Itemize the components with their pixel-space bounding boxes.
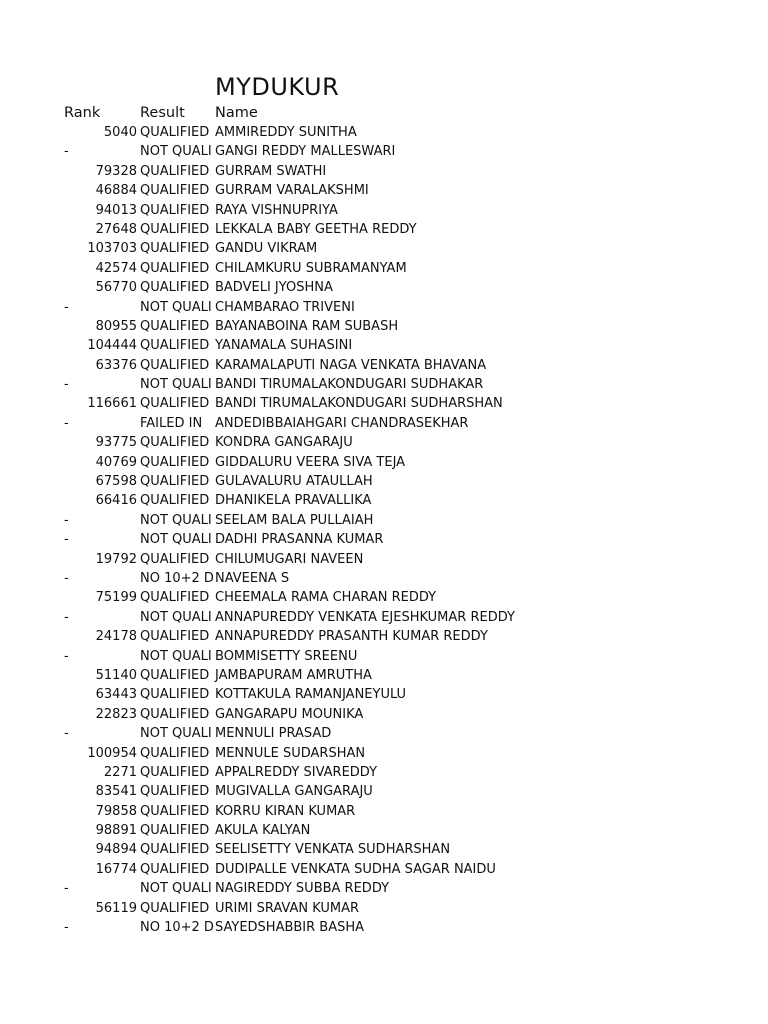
table-row [0,317,768,336]
name-cell: ANNAPUREDDY VENKATA EJESHKUMAR REDDY [215,609,515,625]
table-row [0,763,768,782]
table-row [0,918,768,937]
rank-cell: 83541 [95,784,137,800]
table-row [0,840,768,859]
rank-cell: 94013 [95,202,137,218]
rank-cell: 19792 [95,551,137,567]
result-cell: QUALIFIED [140,221,210,237]
result-cell: QUALIFIED [140,803,210,819]
name-cell: BOMMISETTY SREENU [215,648,358,664]
result-cell: FAILED IN [140,415,203,431]
rank-cell: - [64,377,69,393]
rank-cell: 2271 [103,764,137,780]
rank-cell: 27648 [95,221,137,237]
table-row [0,860,768,879]
result-cell: QUALIFIED [140,745,210,761]
name-cell: KORRU KIRAN KUMAR [215,803,356,819]
table-row [0,162,768,181]
table-row [0,375,768,394]
rank-cell: 22823 [95,706,137,722]
name-cell: SEELAM BALA PULLAIAH [215,512,374,528]
name-cell: NAGIREDDY SUBBA REDDY [215,881,390,897]
result-cell: QUALIFIED [140,706,210,722]
table-row [0,453,768,472]
result-cell: NO 10+2 D [140,920,214,936]
table-row [0,394,768,413]
table-row [0,414,768,433]
name-cell: AMMIREDDY SUNITHA [215,125,357,140]
name-cell: BANDI TIRUMALAKONDUGARI SUDHARSHAN [215,396,503,412]
table-row [0,433,768,452]
table-row [0,298,768,317]
table-row [0,705,768,724]
result-cell: QUALIFIED [140,163,210,179]
name-cell: GANDU VIKRAM [215,241,318,257]
name-cell: GURRAM VARALAKSHMI [215,183,369,199]
result-cell: QUALIFIED [140,241,210,257]
rank-column-header: Rank [64,105,101,121]
result-cell: NOT QUALI [140,512,212,528]
table-row [0,899,768,918]
result-cell: QUALIFIED [140,900,210,916]
rank-cell: 79858 [95,803,137,819]
result-cell: NOT QUALI [140,881,212,897]
name-cell: SAYEDSHABBIR BASHA [215,920,365,936]
name-cell: KOTTAKULA RAMANJANEYULU [215,687,407,703]
rank-cell: - [64,609,69,625]
name-cell: BANDI TIRUMALAKONDUGARI SUDHAKAR [215,377,484,393]
table-row [0,647,768,666]
rank-cell: 79328 [95,163,137,179]
result-cell: QUALIFIED [140,551,210,567]
result-cell: NOT QUALI [140,299,212,315]
result-cell: QUALIFIED [140,338,210,354]
sheet-title: MYDUKUR [215,73,340,101]
table-row [0,511,768,530]
name-cell: BADVELI JYOSHNA [215,280,333,296]
table-row [0,550,768,569]
rank-cell: 75199 [95,590,137,606]
name-column-header: Name [215,105,258,121]
result-cell: NOT QUALI [140,648,212,664]
table-row [0,278,768,297]
result-cell: QUALIFIED [140,667,210,683]
name-cell: GULAVALURU ATAULLAH [215,474,373,490]
column-header-row [0,103,768,123]
table-row [0,220,768,239]
result-cell: QUALIFIED [140,260,210,276]
rank-cell: 94894 [95,842,137,858]
rank-cell: 24178 [95,629,137,645]
rank-cell: 80955 [95,318,137,334]
result-cell: QUALIFIED [140,183,210,199]
result-cell: QUALIFIED [140,823,210,839]
name-cell: GANGI REDDY MALLESWARI [215,144,396,160]
table-row [0,782,768,801]
name-cell: APPALREDDY SIVAREDDY [215,764,378,780]
rank-cell: 104444 [87,338,137,354]
table-row [0,724,768,743]
rank-cell: 103703 [87,241,137,257]
result-cell: QUALIFIED [140,202,210,218]
name-cell: CHEEMALA RAMA CHARAN REDDY [215,590,437,606]
name-cell: KONDRA GANGARAJU [215,435,353,451]
rank-cell: - [64,920,69,936]
name-cell: JAMBAPURAM AMRUTHA [215,667,372,683]
name-cell: CHILUMUGARI NAVEEN [215,551,364,567]
result-cell: NOT QUALI [140,726,212,742]
name-cell: URIMI SRAVAN KUMAR [215,900,360,916]
table-row [0,239,768,258]
result-cell: NOT QUALI [140,609,212,625]
name-cell: DUDIPALLE VENKATA SUDHA SAGAR NAIDU [215,861,496,877]
table-row [0,744,768,763]
result-cell: QUALIFIED [140,764,210,780]
table-row [0,685,768,704]
table-row [0,201,768,220]
result-cell: QUALIFIED [140,435,210,451]
rank-cell: - [64,726,69,742]
name-cell: SEELISETTY VENKATA SUDHARSHAN [215,842,451,858]
rank-cell: - [64,881,69,897]
name-cell: BAYANABOINA RAM SUBASH [215,318,399,334]
table-row [0,336,768,355]
table-row [0,123,768,142]
results-list [0,123,768,937]
name-cell: GURRAM SWATHI [215,163,327,179]
table-row [0,802,768,821]
name-cell: NAVEENA S [215,570,290,586]
rank-cell: 100954 [87,745,137,761]
name-cell: MUGIVALLA GANGARAJU [215,784,373,800]
result-cell: QUALIFIED [140,357,210,373]
name-cell: CHILAMKURU SUBRAMANYAM [215,260,407,276]
result-cell: NOT QUALI [140,377,212,393]
table-row [0,472,768,491]
table-row [0,356,768,375]
name-cell: AKULA KALYAN [215,823,311,839]
rank-cell: 63443 [95,687,137,703]
name-cell: DADHI PRASANNA KUMAR [215,532,384,548]
rank-cell: - [64,648,69,664]
rank-cell: 5040 [103,125,137,140]
name-cell: CHAMBARAO TRIVENI [215,299,355,315]
name-cell: GANGARAPU MOUNIKA [215,706,364,722]
rank-cell: 93775 [95,435,137,451]
result-cell: NOT QUALI [140,144,212,160]
rank-cell: 51140 [95,667,137,683]
table-row [0,491,768,510]
table-row [0,879,768,898]
table-row [0,588,768,607]
result-cell: QUALIFIED [140,280,210,296]
name-cell: MENNULI PRASAD [215,726,332,742]
rank-cell: 40769 [95,454,137,470]
result-column-header: Result [140,105,185,121]
rank-cell: - [64,512,69,528]
rank-cell: 56119 [95,900,137,916]
result-cell: QUALIFIED [140,861,210,877]
rank-cell: - [64,570,69,586]
rank-cell: - [64,532,69,548]
result-cell: QUALIFIED [140,125,210,140]
table-row [0,821,768,840]
rank-cell: 67598 [95,474,137,490]
rank-cell: 116661 [87,396,137,412]
result-cell: NOT QUALI [140,532,212,548]
name-cell: DHANIKELA PRAVALLIKA [215,493,372,509]
name-cell: LEKKALA BABY GEETHA REDDY [215,221,417,237]
result-cell: QUALIFIED [140,396,210,412]
rank-cell: 66416 [95,493,137,509]
name-cell: YANAMALA SUHASINI [215,338,353,354]
table-row [0,259,768,278]
result-cell: QUALIFIED [140,590,210,606]
rank-cell: - [64,299,69,315]
result-cell: QUALIFIED [140,784,210,800]
name-cell: ANDEDIBBAIAHGARI CHANDRASEKHAR [215,415,469,431]
rank-cell: 46884 [95,183,137,199]
table-row [0,569,768,588]
rank-cell: - [64,415,69,431]
result-cell: QUALIFIED [140,318,210,334]
rank-cell: 56770 [95,280,137,296]
result-cell: QUALIFIED [140,474,210,490]
name-cell: RAYA VISHNUPRIYA [215,202,338,218]
name-cell: MENNULE SUDARSHAN [215,745,366,761]
result-cell: QUALIFIED [140,687,210,703]
result-cell: NO 10+2 D [140,570,214,586]
name-cell: ANNAPUREDDY PRASANTH KUMAR REDDY [215,629,488,645]
result-cell: QUALIFIED [140,842,210,858]
rank-cell: 63376 [95,357,137,373]
name-cell: KARAMALAPUTI NAGA VENKATA BHAVANA [215,357,487,373]
table-row [0,142,768,161]
rank-cell: 42574 [95,260,137,276]
table-row [0,181,768,200]
rank-cell: - [64,144,69,160]
rank-cell: 16774 [95,861,137,877]
table-row [0,530,768,549]
table-row [0,627,768,646]
table-row [0,608,768,627]
table-row [0,666,768,685]
rank-cell: 98891 [95,823,137,839]
result-cell: QUALIFIED [140,629,210,645]
result-cell: QUALIFIED [140,493,210,509]
result-cell: QUALIFIED [140,454,210,470]
name-cell: GIDDALURU VEERA SIVA TEJA [215,454,406,470]
